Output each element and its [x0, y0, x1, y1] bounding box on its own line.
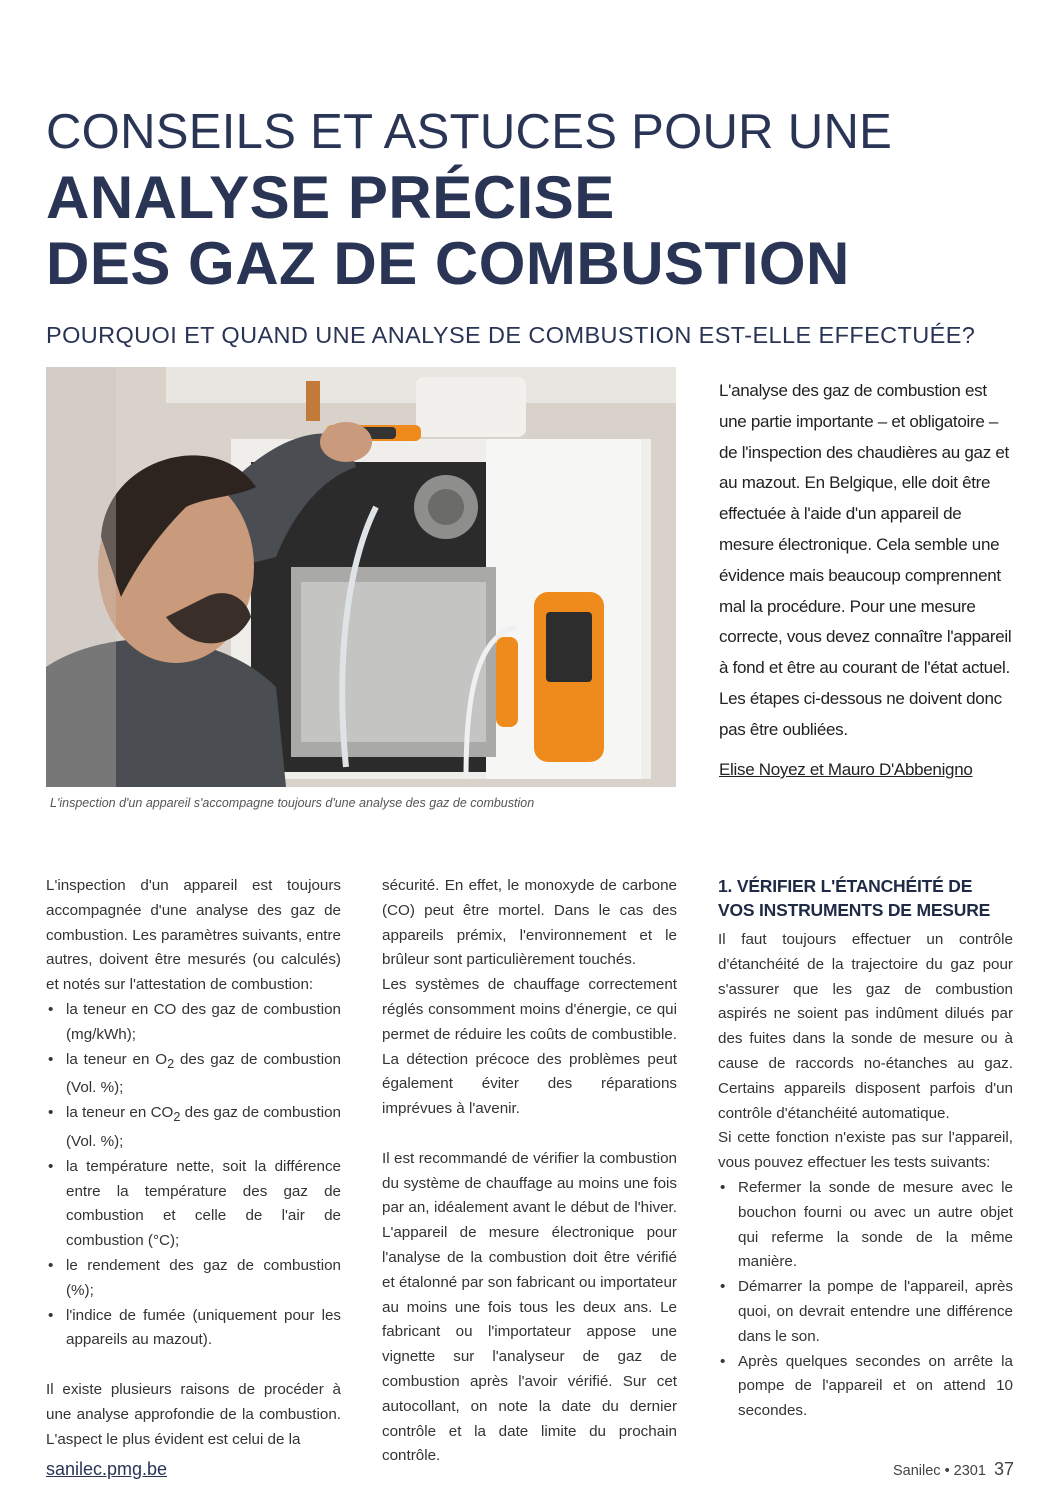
list-item: • la teneur en CO des gaz de combustion (mg/kWh);	[46, 998, 341, 1048]
issue-label: Sanilec • 2301	[892, 1463, 986, 1479]
article-column-1	[46, 874, 341, 1452]
test-steps-list	[718, 1176, 1013, 1424]
title-line-2: ANALYSE PRÉCISE	[46, 164, 615, 231]
photo-caption: L'inspection d'un appareil s'accompagne toujours d'une analyse des gaz de combustion	[50, 796, 535, 810]
website-link[interactable]: sanilec.pmg.be	[46, 1459, 168, 1479]
author-byline: Elise Noyez et Mauro D'Abbenigno	[719, 760, 973, 779]
intro-text	[719, 376, 1014, 746]
section-heading: 1. VÉRIFIER L'ÉTANCHÉITÉ DE VOS INSTRUMENTS DE MESURE	[718, 876, 991, 920]
col3-paragraph-2: Si cette fonction n'existe pas sur l'appareil, vous pouvez effectuer les tests suivants:	[718, 1129, 1013, 1172]
list-item: • Démarrer la pompe de l'appareil, après quoi, on devrait entendre une différence dans le son.	[718, 1275, 1013, 1349]
col2-paragraph-1: sécurité. En effet, le monoxyde de carbone (CO) peut être mortel. Dans le cas des appareils prémix, l'environnement et le brûleur sont particulièrement touchés.	[382, 877, 677, 969]
subtitle: POURQUOI ET QUAND UNE ANALYSE DE COMBUSTION EST-ELLE EFFECTUÉE?	[46, 322, 976, 348]
col2-paragraph-2: Les systèmes de chauffage correctement réglés consomment moins d'énergie, ce qui permet de réduire les coûts de combustible. La détection précoce des problèmes peut également éviter des réparations imprévues à l'avenir.	[382, 976, 677, 1118]
list-item: • l'indice de fumée (uniquement pour les appareils au mazout).	[46, 1304, 341, 1354]
list-item: • la température nette, soit la différence entre la température des gaz de combustion et celle de l'air de combustion (°C);	[46, 1155, 341, 1254]
list-item: • la teneur en $CO_2$ des gaz de combustion (Vol. %);	[46, 1101, 341, 1155]
list-item: • Après quelques secondes on arrête la pompe de l'appareil et on attend 10 secondes.	[718, 1350, 1013, 1424]
col2-paragraph-3: Il est recommandé de vérifier la combustion du système de chauffage au moins une fois par an, idéalement avant le début de l'hiver. L'appareil de mesure électronique pour l'analyse de la combustion doit être vérifié et étalonné par son fabricant ou importateur au moins une fois tous les deux ans. Le fabricant ou l'importateur appose une vignette sur l'analyseur de gaz de combustion après l'avoir vérifié. Sur cet autocollant, on note la date du dernier contrôle et la date limite du prochain contrôle.	[382, 1149, 677, 1465]
col1-paragraph-1: L'inspection d'un appareil est toujours accompagnée d'une analyse des gaz de combustion. Les paramètres suivants, entre autres, doivent être mesurés (ou calculés) et notés sur l'attestation de combustion:	[46, 877, 341, 994]
article-column-2	[382, 874, 677, 1469]
article-column-3	[718, 874, 1013, 1424]
photo-technician-boiler	[46, 367, 676, 787]
intro-paragraph: L'analyse des gaz de combustion est une partie importante – et obligatoire – de l'inspection des chaudières au gaz et au mazout. En Belgique, elle doit être effectuée à l'aide d'un appareil de mesure électronique. Cela semble une évidence mais beaucoup comprennent mal la procédure. Pour une mesure correcte, vous devez connaître l'appareil à fond et être au courant de l'état actuel. Les étapes ci-dessous ne doivent donc pas être oubliées.	[719, 381, 1012, 739]
title-line-3: DES GAZ DE COMBUSTION	[46, 230, 850, 297]
page-number: 37	[993, 1459, 1014, 1479]
list-item: • Refermer la sonde de mesure avec le bouchon fourni ou avec un autre objet qui referme la sonde de la même manière.	[718, 1176, 1013, 1275]
title-line-1: CONSEILS ET ASTUCES POUR UNE	[46, 105, 893, 159]
list-item: • la teneur en $O_2$ des gaz de combustion (Vol. %);	[46, 1048, 341, 1102]
footer-issue	[893, 1459, 1014, 1480]
measurement-list	[46, 998, 341, 1353]
col1-paragraph-2: Il existe plusieurs raisons de procéder à une analyse approfondie de la combustion. L'aspect le plus évident est celui de la	[46, 1381, 341, 1448]
col3-paragraph-1: Il faut toujours effectuer un contrôle d'étanchéité de la trajectoire du gaz pour s'assurer que les gaz de combustion aspirés ne soient pas indûment dilués par des fuites dans la sonde de mesure ou à cause de raccords no-étanches au gaz. Certains appareils disposent parfois d'un contrôle d'étanchéité automatique.	[718, 931, 1013, 1122]
list-item: • le rendement des gaz de combustion (%);	[46, 1254, 341, 1304]
